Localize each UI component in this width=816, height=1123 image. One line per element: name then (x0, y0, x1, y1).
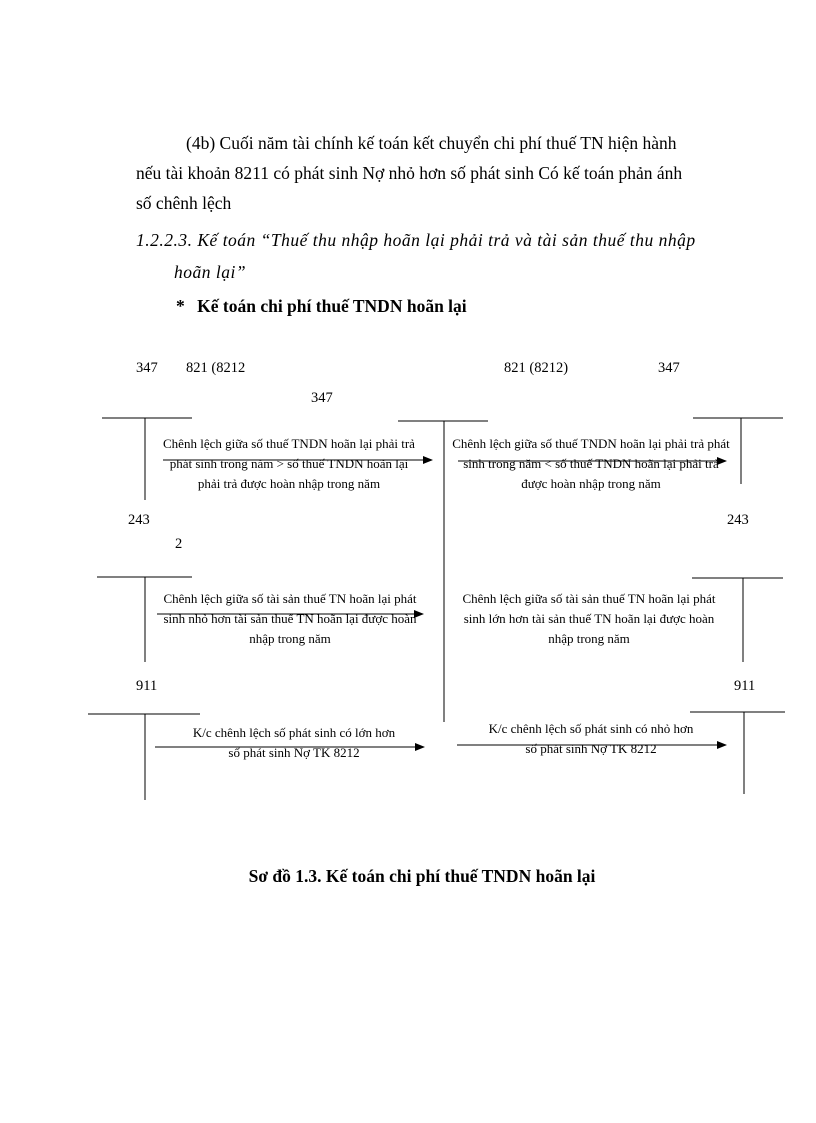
paragraph-line-2: nếu tài khoản 8211 có phát sinh Nợ nhỏ hơn số phát sinh Có kế toán phản ánh (136, 163, 683, 183)
note-right-1: Chênh lệch giữa số thuế TNDN hoãn lại phải trả phát sinh trong năm < số thuế TNDN hoãn lại phải trả được hoàn nhập trong năm (452, 436, 730, 491)
section-heading-line-1: 1.2.2.3. Kế toán “Thuế thu nhập hoãn lại phải trả và tài sản thuế thu nhập (136, 230, 696, 250)
note-left-3: K/c chênh lệch số phát sinh có lớn hơn số phát sinh Nợ TK 8212 (192, 725, 396, 760)
label-center-347: 347 (311, 390, 333, 406)
subheading-text: Kế toán chi phí thuế TNDN hoãn lại (197, 296, 467, 316)
note-left-2: Chênh lệch giữa số tài sản thuế TN hoãn lại phát sinh nhỏ hơn tài sản thuế TN hoãn lại được hoàn nhập trong năm (163, 591, 417, 646)
label-left-243: 243 (128, 512, 150, 528)
section-heading-line-2: hoãn lại” (174, 262, 247, 282)
label-right-243: 243 (727, 512, 749, 528)
note-right-3: K/c chênh lệch số phát sinh có nhỏ hơn số phát sinh Nợ TK 8212 (488, 721, 694, 756)
label-right-347: 347 (658, 360, 680, 376)
diagram-caption: Sơ đồ 1.3. Kế toán chi phí thuế TNDN hoãn lại (248, 866, 596, 886)
label-left-911: 911 (136, 678, 158, 694)
label-left-821: 821 (8212 (186, 360, 246, 376)
label-left-347: 347 (136, 360, 158, 376)
paragraph-line-1: (4b) Cuối năm tài chính kế toán kết chuyển chi phí thuế TN hiện hành (186, 133, 677, 153)
note-right-2: Chênh lệch giữa số tài sản thuế TN hoãn lại phát sinh lớn hơn tài sản thuế TN hoãn lại được hoàn nhập trong năm (462, 591, 716, 646)
label-right-821: 821 (8212) (504, 360, 569, 376)
bullet-mark: * (176, 296, 185, 316)
note-left-1: Chênh lệch giữa số thuế TNDN hoãn lại phải trả phát sinh trong năm > số thuế TNDN hoãn lại phải trả được hoàn nhập trong năm (163, 436, 415, 491)
label-right-911: 911 (734, 678, 756, 694)
label-left-2: 2 (175, 536, 183, 552)
paragraph-line-3: số chênh lệch (136, 193, 232, 213)
